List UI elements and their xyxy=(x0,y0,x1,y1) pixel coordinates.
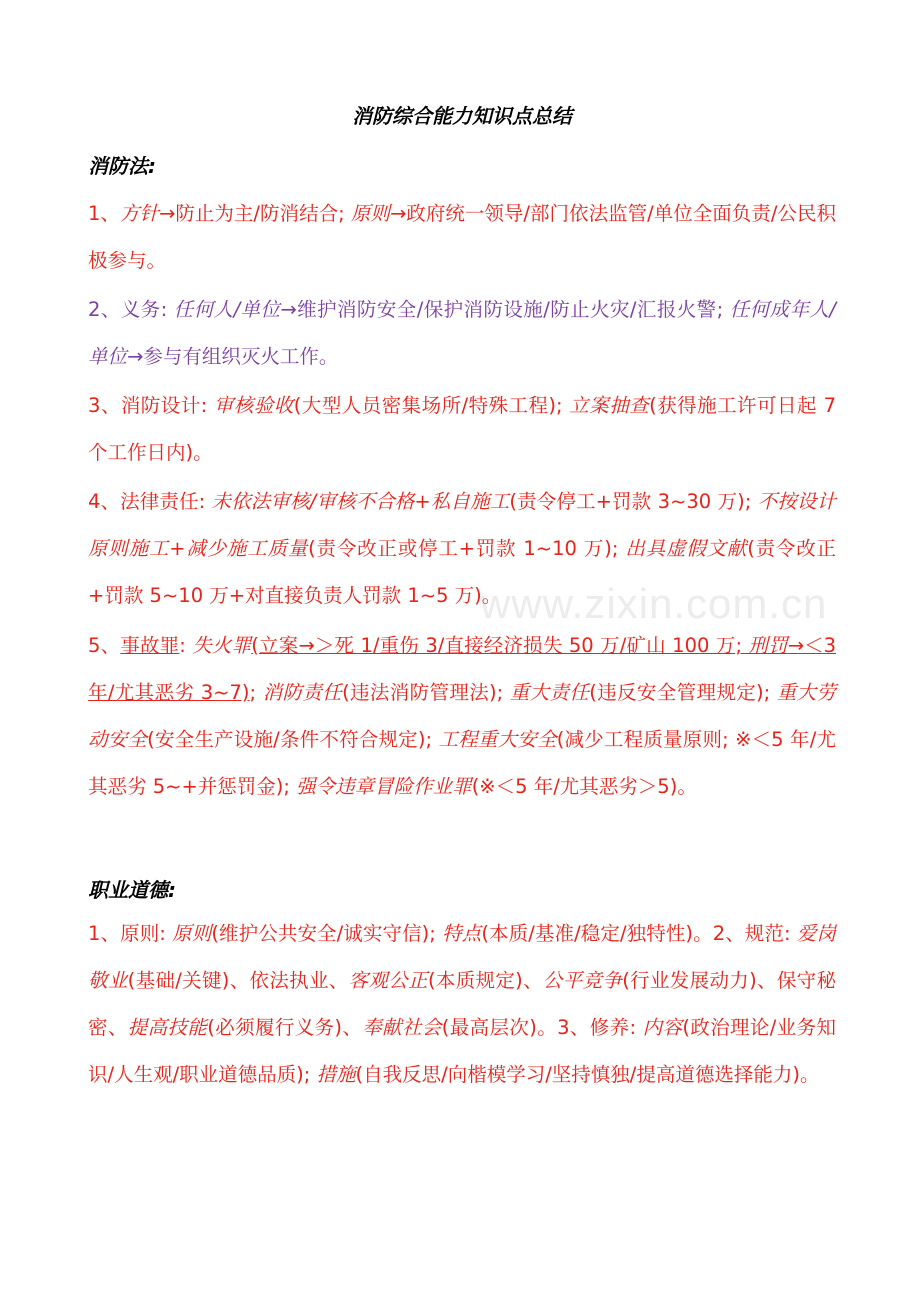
paragraph-accident-crime xyxy=(88,622,836,810)
text-italic: 客观公正 xyxy=(348,969,428,992)
text: (最高层次)。3、修养: xyxy=(441,1016,643,1039)
text: 1、原则: xyxy=(88,922,173,945)
text-italic: 原则 xyxy=(350,202,390,225)
page-title: 消防综合能力知识点总结 xyxy=(352,104,572,128)
text: →维护消防安全/保护消防设施/防止火灾/汇报火警; xyxy=(280,298,730,321)
paragraph-ethics xyxy=(88,910,836,1098)
section-heading-fire-law: 消防法: xyxy=(88,154,156,178)
text: →参与有组织灭火工作。 xyxy=(127,345,339,368)
paragraph-obligation xyxy=(88,286,836,380)
paragraph-legal-liability xyxy=(88,478,836,619)
text: (行业发展动力)、保守秘密、 xyxy=(88,969,836,1039)
text: 4、法律责任: xyxy=(88,490,212,513)
text-italic: 工程重大安全 xyxy=(438,728,557,751)
text-italic-underlined: 刑罚 xyxy=(748,634,788,657)
text-italic: 立案抽查 xyxy=(569,394,650,417)
text-italic: 措施 xyxy=(316,1063,356,1086)
text: 1、 xyxy=(88,202,120,225)
text: (大型人员密集场所/特殊工程); xyxy=(293,394,570,417)
text-italic: 公平竞争 xyxy=(542,969,623,992)
text: (获得施工许可日起 7 个工作日内)。 xyxy=(88,394,836,464)
text-italic: 爱岗敬业 xyxy=(88,922,836,992)
text-italic: 强令违章冒险作业罪 xyxy=(296,775,472,798)
text-italic: 任何成年人/单位 xyxy=(88,298,836,368)
text-italic: 出具虚假文献 xyxy=(625,537,748,560)
text-underlined: 事故罪 xyxy=(120,634,180,657)
text: (责令改正+罚款 5~10 万+对直接负责人罚款 1~5 万)。 xyxy=(88,537,836,607)
text: →政府统一领导/部门依法监管/单位全面负责/公民积极参与。 xyxy=(88,202,836,272)
text-italic: 方针 xyxy=(119,202,159,225)
text: (维护公共安全/诚实守信); xyxy=(211,922,443,945)
text-italic: 消防责任 xyxy=(262,681,343,704)
text: 5、 xyxy=(88,634,121,657)
text-italic: 不按设计原则施工+减少施工质量 xyxy=(88,490,836,560)
text-italic: 失火罪 xyxy=(192,634,252,657)
text-italic: 任何人/单位 xyxy=(173,298,281,321)
text-italic: 内容 xyxy=(642,1016,683,1039)
text-italic: 特点 xyxy=(442,922,482,945)
text: (本质/基准/稳定/独特性)。2、规范: xyxy=(481,922,797,945)
paragraph-guideline xyxy=(88,190,836,284)
text: (责令停工+罚款 3~30 万); xyxy=(509,490,758,513)
text-italic: 未依法审核/审核不合格+私自施工 xyxy=(211,490,510,513)
text: 2、义务: xyxy=(88,298,174,321)
text: ; xyxy=(249,681,263,704)
text: (※＜5 年/尤其恶劣＞5)。 xyxy=(471,775,697,798)
text: (责令改正或停工+罚款 1~10 万); xyxy=(308,537,626,560)
section-heading-professional-ethics: 职业道德: xyxy=(88,878,176,902)
text: (必须履行义务)、 xyxy=(207,1016,363,1039)
watermark: www.zixin.com.cn xyxy=(480,580,828,627)
text-italic: 奉献社会 xyxy=(362,1016,442,1039)
text: (自我反思/向楷模学习/坚持慎独/提高道德选择能力)。 xyxy=(355,1063,820,1086)
text-underlined: →＜3 年/尤其恶劣 3~7) xyxy=(88,634,836,704)
text: (政治理论/业务知识/人生观/职业道德品质); xyxy=(88,1016,836,1086)
text-italic: 重大劳动安全 xyxy=(88,681,836,751)
paragraph-fire-design xyxy=(88,382,836,476)
text: (违法消防管理法); xyxy=(342,681,510,704)
text: (本质规定)、 xyxy=(427,969,543,992)
text-italic: 审核验收 xyxy=(213,394,294,417)
text: (减少工程质量原则; ※＜5 年/尤其恶劣 5~+并惩罚金); xyxy=(88,728,836,798)
text: →防止为主/防消结合; xyxy=(159,202,351,225)
text: : xyxy=(179,634,193,657)
text: 3、消防设计: xyxy=(88,394,214,417)
text: (违反安全管理规定); xyxy=(589,681,777,704)
text-italic: 重大责任 xyxy=(509,681,590,704)
text-italic: 原则 xyxy=(172,922,212,945)
text: (基础/关键)、依法执业、 xyxy=(127,969,349,992)
text-underlined: (立案→＞死 1/重伤 3/直接经济损失 50 万/矿山 100 万; xyxy=(251,634,749,657)
text: (安全生产设施/条件不符合规定); xyxy=(147,728,439,751)
text-italic: 提高技能 xyxy=(127,1016,208,1039)
